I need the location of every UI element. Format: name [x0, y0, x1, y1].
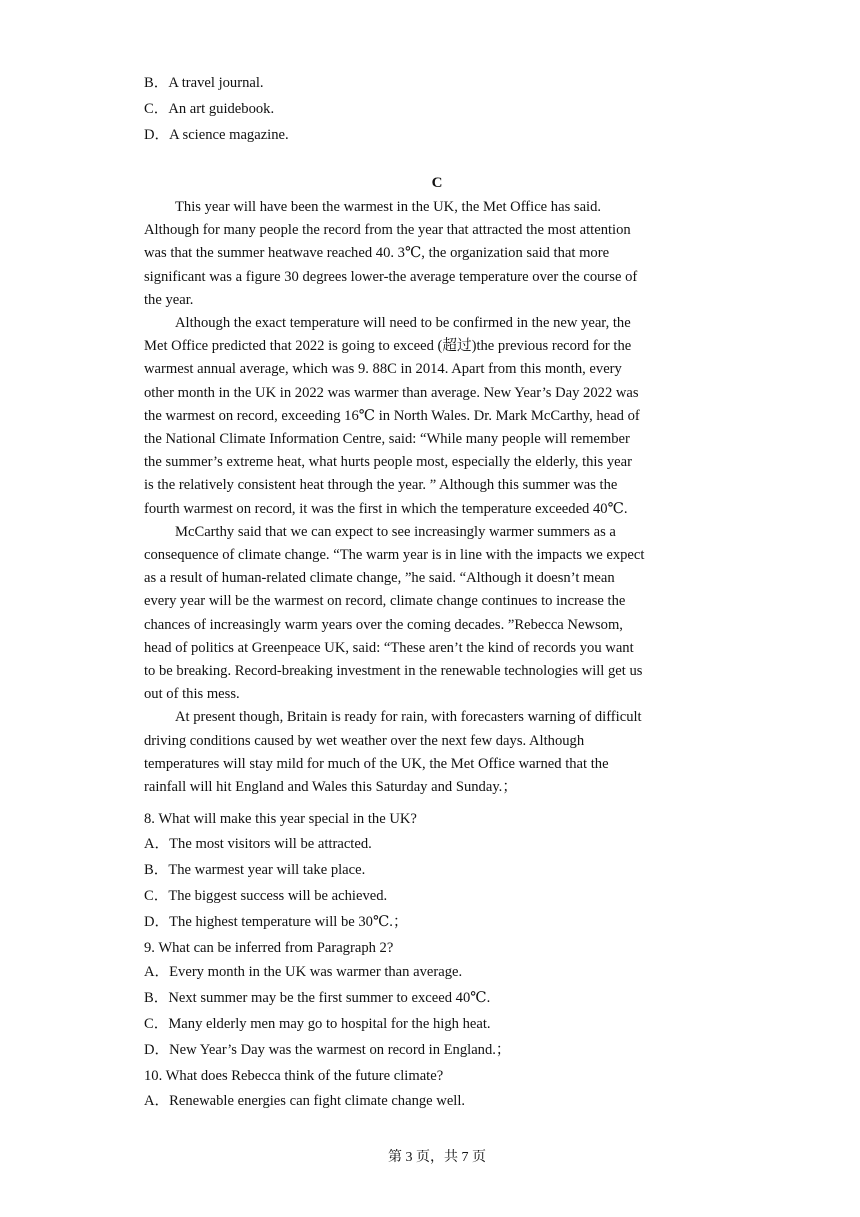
- answer-option: D．New Year’s Day was the warmest on record in England.；: [144, 1042, 511, 1058]
- reading-passage: [144, 196, 726, 799]
- passage-line: to be breaking. Record-breaking investment in the renewable technologies will get us: [144, 663, 643, 680]
- page-footer: 第 3 页，共 7 页: [388, 1150, 486, 1165]
- passage-line: Met Office predicted that 2022 is going to exceed (超过)the previous record for the: [144, 338, 632, 355]
- passage-line: every year will be the warmest on record, climate change continues to increase the: [144, 593, 626, 610]
- passage-line: This year will have been the warmest in the UK, the Met Office has said.: [175, 199, 602, 215]
- passage-line: other month in the UK in 2022 was warmer than average. New Year’s Day 2022 was: [144, 384, 639, 401]
- passage-line: the summer’s extreme heat, what hurts people most, especially the elderly, this year: [144, 454, 632, 471]
- question-stem: 8. What will make this year special in the UK?: [144, 811, 417, 827]
- section-heading: C: [431, 175, 443, 191]
- passage-line: consequence of climate change. “The warm year is in line with the impacts we expect: [144, 547, 645, 564]
- answer-option: C．The biggest success will be achieved.: [144, 888, 388, 904]
- option-c-art-guidebook: C．An art guidebook.: [144, 101, 275, 117]
- passage-line: driving conditions caused by wet weather over the next few days. Although: [144, 732, 585, 749]
- answer-option: A．Renewable energies can fight climate change well.: [144, 1093, 466, 1109]
- answer-option: B．The warmest year will take place.: [144, 862, 366, 878]
- answer-option: B．Next summer may be the first summer to exceed 40℃.: [144, 990, 491, 1006]
- passage-line: the National Climate Information Centre, said: “While many people will remember: [144, 431, 630, 448]
- option-d-science-magazine: D．A science magazine.: [144, 127, 289, 143]
- passage-line: Although the exact temperature will need to be confirmed in the new year, the: [175, 315, 631, 332]
- answer-option: C．Many elderly men may go to hospital for the high heat.: [144, 1016, 491, 1032]
- passage-line: At present though, Britain is ready for rain, with forecasters warning of difficult: [175, 709, 642, 726]
- answer-option: D．The highest temperature will be 30℃.；: [144, 914, 408, 930]
- passage-line: rainfall will hit England and Wales this Saturday and Sunday.；: [144, 779, 517, 796]
- passage-line: chances of increasingly warm years over the coming decades. ”Rebecca Newsom,: [144, 616, 623, 633]
- passage-line: the year.: [144, 291, 194, 308]
- passage-line: the warmest on record, exceeding 16℃ in North Wales. Dr. Mark McCarthy, head of: [144, 407, 640, 424]
- question-stem: 9. What can be inferred from Paragraph 2?: [144, 940, 394, 956]
- passage-line: fourth warmest on record, it was the first in which the temperature exceeded 40℃.: [144, 500, 628, 517]
- passage-line: is the relatively consistent heat through the year. ” Although this summer was the: [144, 477, 618, 494]
- passage-line: McCarthy said that we can expect to see increasingly warmer summers as a: [175, 523, 616, 540]
- question-stem: 10. What does Rebecca think of the future climate?: [144, 1068, 444, 1084]
- passage-line: as a result of human-related climate change, ”he said. “Although it doesn’t mean: [144, 570, 615, 587]
- passage-line: head of politics at Greenpeace UK, said: “These aren’t the kind of records you want: [144, 639, 634, 656]
- passage-line: significant was a figure 30 degrees lower-the average temperature over the course of: [144, 268, 638, 285]
- passage-line: was that the summer heatwave reached 40. 3℃, the organization said that more: [144, 245, 610, 262]
- option-b-travel-journal: B．A travel journal.: [144, 75, 264, 91]
- passage-line: out of this mess.: [144, 686, 240, 703]
- passage-line: warmest annual average, which was 9. 88C in 2014. Apart from this month, every: [144, 361, 622, 378]
- passage-line: temperatures will stay mild for much of the UK, the Met Office warned that the: [144, 755, 609, 772]
- answer-option: A．Every month in the UK was warmer than average.: [144, 964, 463, 980]
- answer-option: A．The most visitors will be attracted.: [144, 836, 372, 852]
- passage-line: Although for many people the record from the year that attracted the most attention: [144, 222, 631, 239]
